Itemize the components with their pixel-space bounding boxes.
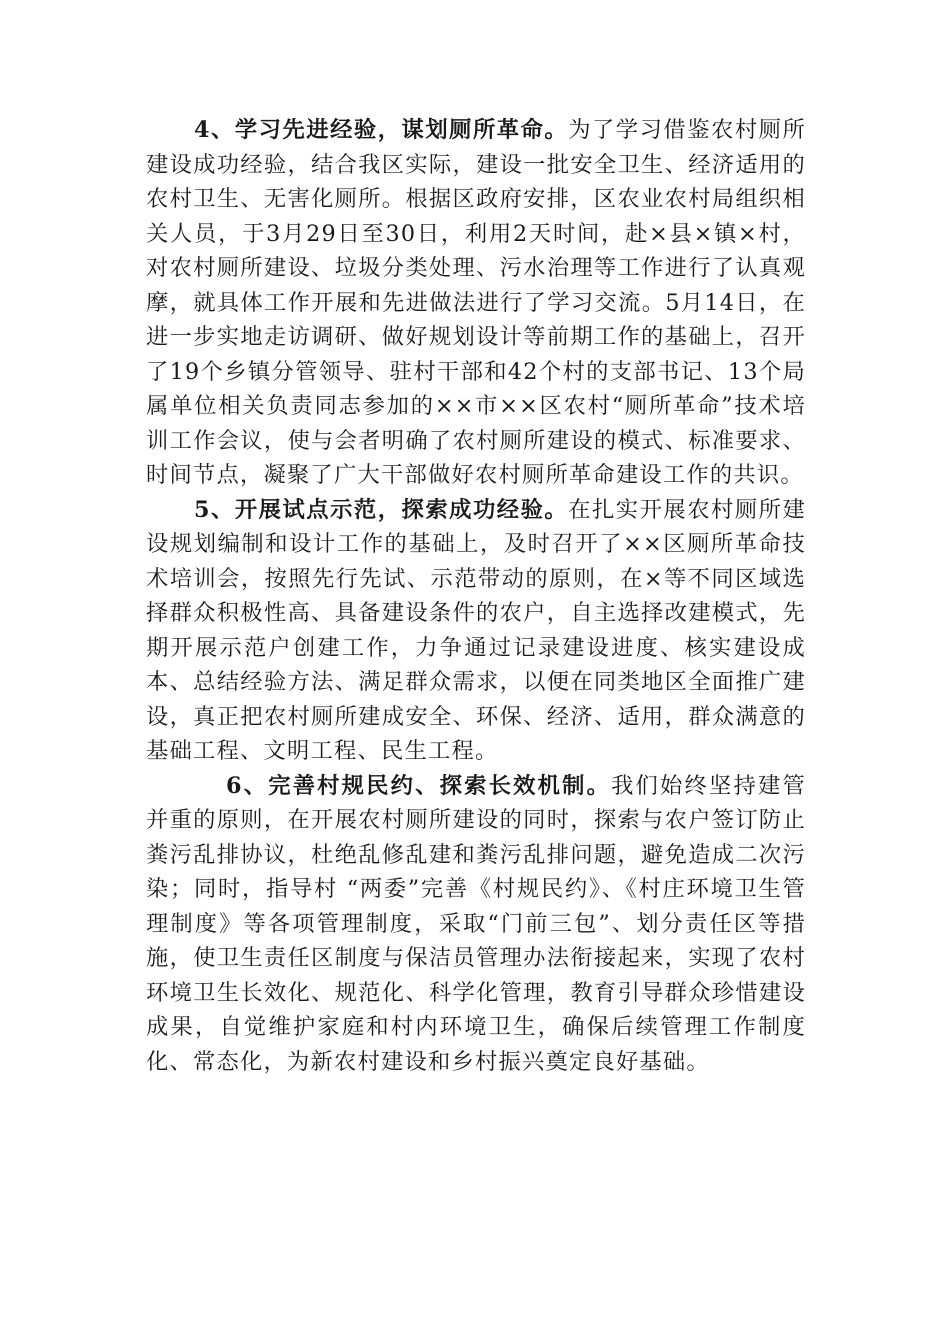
paragraph-5-heading: 5、开展试点示范，探索成功经验。 [194,496,569,523]
paragraph-5 [146,493,806,769]
paragraph-5-body: 在扎实开展农村厕所建设规划编制和设计工作的基础上，及时召开了××区厕所革命技术培训会，按照先行先试、示范带动的原则，在×等不同区域选择群众积极性高、具备建设条件的农户，自主选择改建模式，先期开展示范户创建工作，力争通过记录建设进度、核实建设成本、总结经验方法、满足群众需求，以便在同类地区全面推广建设，真正把农村厕所建成安全、环保、经济、适用，群众满意的基础工程、文明工程、民生工程。 [146,496,806,764]
paragraph-4-heading: 4、学习先进经验，谋划厕所革命。 [194,117,569,143]
paragraph-6 [146,769,806,1080]
paragraph-4-body: 为了学习借鉴农村厕所建设成功经验，结合我区实际，建设一批安全卫生、经济适用的农村卫生、无害化厕所。根据区政府安排，区农业农村局组织相关人员，于3月29日至30日，利用2天时间，赴×县×镇×村，对农村厕所建设、垃圾分类处理、污水治理等工作进行了认真观摩，就具体工作开展和先进做法进行了学习交流。5月14日，在进一步实地走访调研、做好规划设计等前期工作的基础上，召开了19个乡镇分管领导、驻村干部和42个村的支部书记、13个局属单位相关负责同志参加的××市××区农村“厕所革命”技术培训工作会议，使与会者明确了农村厕所建设的模式、标准要求、时间节点，凝聚了广大干部做好农村厕所革命建设工作的共识。 [146,117,806,488]
paragraph-6-body: 我们始终坚持建管并重的原则，在开展农村厕所建设的同时，探索与农户签订防止粪污乱排协议，杜绝乱修乱建和粪污乱排问题，避免造成二次污染；同时，指导村 “两委”完善《村规民约》、《村庄环境卫生管理制度》等各项管理制度，采取“门前三包”、划分责任区等措施，使卫生责任区制度与保洁员管理办法衔接起来，实现了农村环境卫生长效化、规范化、科学化管理，教育引导群众珍惜建设成果，自觉维护家庭和村内环境卫生，确保后续管理工作制度化、常态化，为新农村建设和乡村振兴奠定良好基础。 [146,772,806,1075]
document-body [146,113,806,1079]
paragraph-4 [146,113,806,493]
paragraph-6-heading: 6、完善村规民约、探索长效机制。 [226,772,612,799]
